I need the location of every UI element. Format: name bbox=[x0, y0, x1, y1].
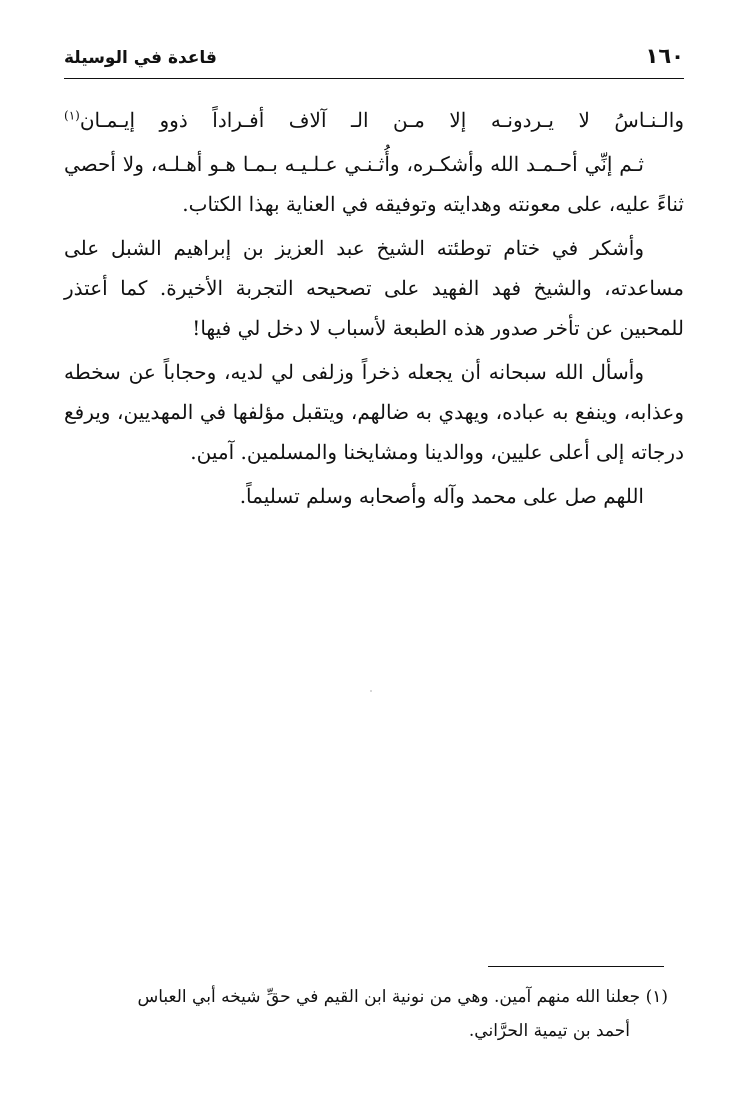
footnote-1 bbox=[70, 980, 668, 1014]
page-mark bbox=[370, 690, 372, 692]
verse-line bbox=[64, 100, 684, 140]
footnote-reference: (١) bbox=[64, 108, 80, 123]
footnotes bbox=[70, 980, 668, 1048]
running-title: قاعدة في الوسيلة bbox=[64, 48, 217, 68]
paragraph-closing-prayer: اللهم صل على محمد وآله وأصحابه وسلم تسليماً. bbox=[239, 484, 644, 508]
footnote-divider bbox=[488, 966, 664, 967]
footnote-marker: (١) bbox=[645, 987, 668, 1007]
page-number: ١٦٠ bbox=[645, 44, 684, 68]
page-header bbox=[64, 44, 684, 78]
footnote-1-continuation: أحمد بن تيمية الحرَّاني. bbox=[468, 1021, 630, 1041]
paragraph-acknowledgements: وأشكر في ختام توطئته الشيخ عبد العزيز بن إبراهيم الشبل على مساعدته، والشيخ فهد الفهيد على تصحيحه التجربة الأخيرة. كما أعتذر للمحبين عن تأخر صدور هذه الطبعة لأسباب لا دخل لي فيها! bbox=[64, 236, 684, 340]
paragraph-thanks: ثـم إنِّي أحـمـد الله وأشكـره، وأُثـنـي عـلـيـه بـمـا هـو أهـلـه، ولا أحصي ثناءً عليه، على معونته وهدايته وتوفيقه في العناية بهذا الكتاب. bbox=[64, 152, 684, 216]
header-divider bbox=[64, 78, 684, 79]
paragraph-supplication: وأسأل الله سبحانه أن يجعله ذخراً وزلفى لي لديه، وحجاباً عن سخطه وعذابه، وينفع به عباده، ويهدي به ضالهم، ويتقبل مؤلفها في المهديين، ويرفع درجاته إلى أعلى عليين، ووالدينا ومشايخنا والمسلمين. آمين. bbox=[64, 360, 684, 464]
main-text bbox=[64, 100, 684, 520]
footnote-text: جعلنا الله منهم آمين. وهي من نونية ابن القيم في حقِّ شيخه أبي العباس bbox=[137, 987, 641, 1007]
verse-text: والـنـاسُ لا يـردونـه إلا مـن الـ آلاف أفـراداً ذوو إيـمـان bbox=[79, 108, 684, 132]
